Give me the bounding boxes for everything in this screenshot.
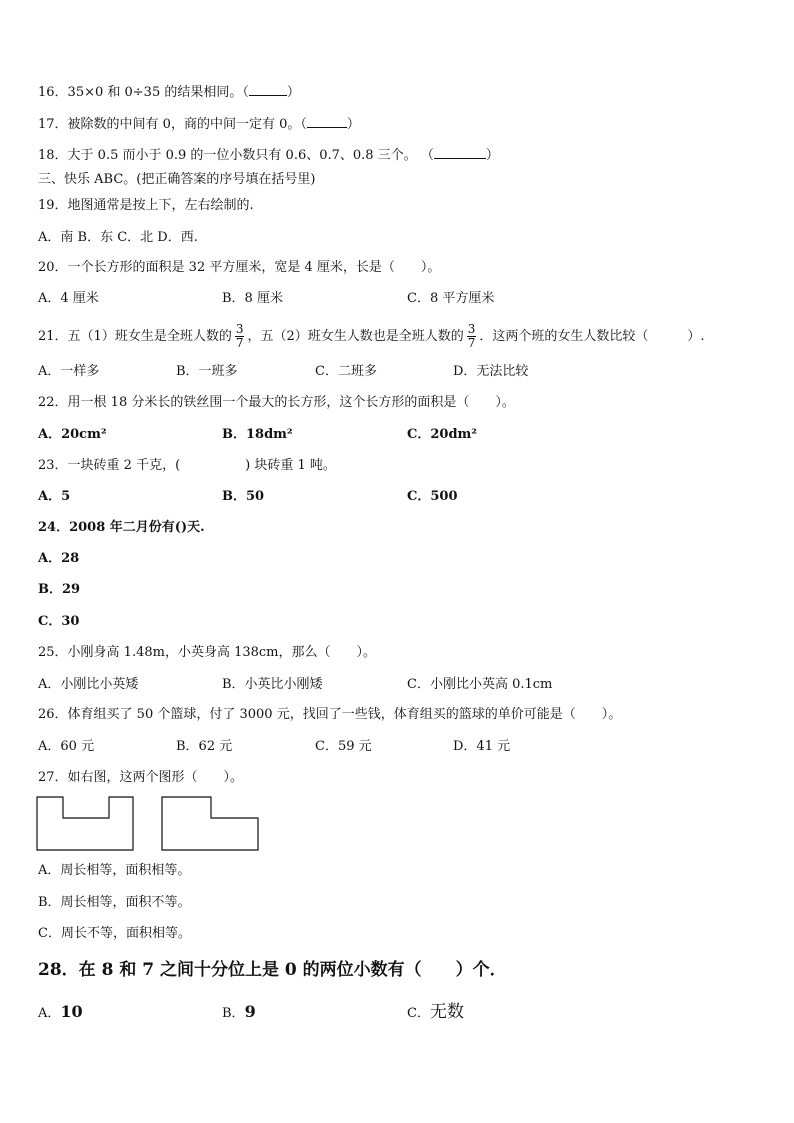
shape-right-stepped-rectangle xyxy=(162,797,258,850)
option-a[interactable]: A．周长相等，面积相等。 xyxy=(38,863,191,878)
option-c[interactable]: C．20dm² xyxy=(407,427,477,442)
fraction: $\frac{3}{7}$ xyxy=(467,322,476,350)
option-b[interactable]: B．周长相等，面积不等。 xyxy=(38,895,191,910)
question-18-text: 18．大于 0.5 而小于 0.9 的一位小数只有 0.6、0.7、0.8 三个。 （ xyxy=(38,148,434,163)
question-28: 28．在 8 和 7 之间十分位上是 0 的两位小数有（ ）个． xyxy=(38,960,507,980)
option-b[interactable]: B．62 元 xyxy=(176,739,233,754)
question-19: 19．地图通常是按上下，左右绘制的. xyxy=(38,198,254,213)
question-19-options: A．南 B．东 C．北 D．西. xyxy=(38,230,198,245)
option-c[interactable]: C．59 元 xyxy=(315,739,372,754)
option-a[interactable]: A．20cm² xyxy=(38,427,107,442)
option-a[interactable]: A．60 元 xyxy=(38,739,95,754)
option-a[interactable]: A．小刚比小英矮 xyxy=(38,677,139,692)
option-c[interactable]: C．小刚比小英高 0.1cm xyxy=(407,677,553,692)
option-b[interactable]: B．一班多 xyxy=(176,364,238,379)
question-17-text: 17．被除数的中间有 0，商的中间一定有 0。（ xyxy=(38,117,307,132)
option-b[interactable]: B．8 厘米 xyxy=(222,291,283,306)
question-23: 23．一块砖重 2 千克，( ) 块砖重 1 吨。 xyxy=(38,458,336,473)
question-18: 18．大于 0.5 而小于 0.9 的一位小数只有 0.6、0.7、0.8 三个。 （ ） xyxy=(38,148,499,163)
option-b[interactable]: B．29 xyxy=(38,582,81,597)
option-a[interactable]: A．4 厘米 xyxy=(38,291,99,306)
question-27: 27．如右图，这两个图形（ ）。 xyxy=(38,770,244,785)
section-heading: 三、快乐 ABC。(把正确答案的序号填在括号里) xyxy=(38,172,316,187)
question-16: 16．35×0 和 0÷35 的结果相同。（ ） xyxy=(38,85,300,100)
answer-blank[interactable] xyxy=(434,146,486,159)
option-b[interactable]: B．18dm² xyxy=(222,427,293,442)
question-26: 26．体育组买了 50 个篮球，付了 3000 元，找回了一些钱，体育组买的篮球的单价可能是（ ）。 xyxy=(38,707,622,722)
option-d[interactable]: D．41 元 xyxy=(453,739,511,754)
question-20: 20．一个长方形的面积是 32 平方厘米，宽是 4 厘米，长是（ ）。 xyxy=(38,260,441,275)
question-22: 22．用一根 18 分米长的铁丝围一个最大的长方形，这个长方形的面积是（ ）。 xyxy=(38,395,515,410)
option-b[interactable]: B．9 xyxy=(222,1002,256,1021)
fraction: $\frac{3}{7}$ xyxy=(235,322,244,350)
shapes-figure xyxy=(36,796,266,852)
option-c[interactable]: C．无数 xyxy=(407,1002,464,1022)
question-24: 24．2008 年二月份有()天. xyxy=(38,520,205,535)
answer-blank[interactable] xyxy=(307,115,347,128)
option-a[interactable]: A．10 xyxy=(38,1002,83,1021)
option-a[interactable]: A．28 xyxy=(38,551,80,566)
question-17: 17．被除数的中间有 0，商的中间一定有 0。（ ） xyxy=(38,117,360,132)
answer-blank[interactable] xyxy=(249,83,287,96)
option-c[interactable]: C．二班多 xyxy=(315,364,377,379)
question-16-text: 16．35×0 和 0÷35 的结果相同。（ xyxy=(38,85,249,100)
option-b[interactable]: B．50 xyxy=(222,489,265,504)
shape-left-notched-rectangle xyxy=(37,797,133,850)
option-c[interactable]: C．500 xyxy=(407,489,458,504)
question-21: 21．五（1）班女生是全班人数的 $\frac{3}{7}$ ，五（2）班女生人数也是全班人数的 $\frac{3}{7}$ ．这两个班的女生人数比较（ ）. xyxy=(38,322,705,350)
option-c[interactable]: C．周长不等，面积相等。 xyxy=(38,926,191,941)
option-c[interactable]: C．30 xyxy=(38,614,80,629)
option-c[interactable]: C．8 平方厘米 xyxy=(407,291,495,306)
option-a[interactable]: A．一样多 xyxy=(38,364,100,379)
option-a[interactable]: A．5 xyxy=(38,489,71,504)
option-d[interactable]: D．无法比较 xyxy=(453,364,529,379)
option-b[interactable]: B．小英比小刚矮 xyxy=(222,677,323,692)
question-25: 25．小刚身高 1.48m，小英身高 138cm，那么（ ）。 xyxy=(38,645,377,660)
